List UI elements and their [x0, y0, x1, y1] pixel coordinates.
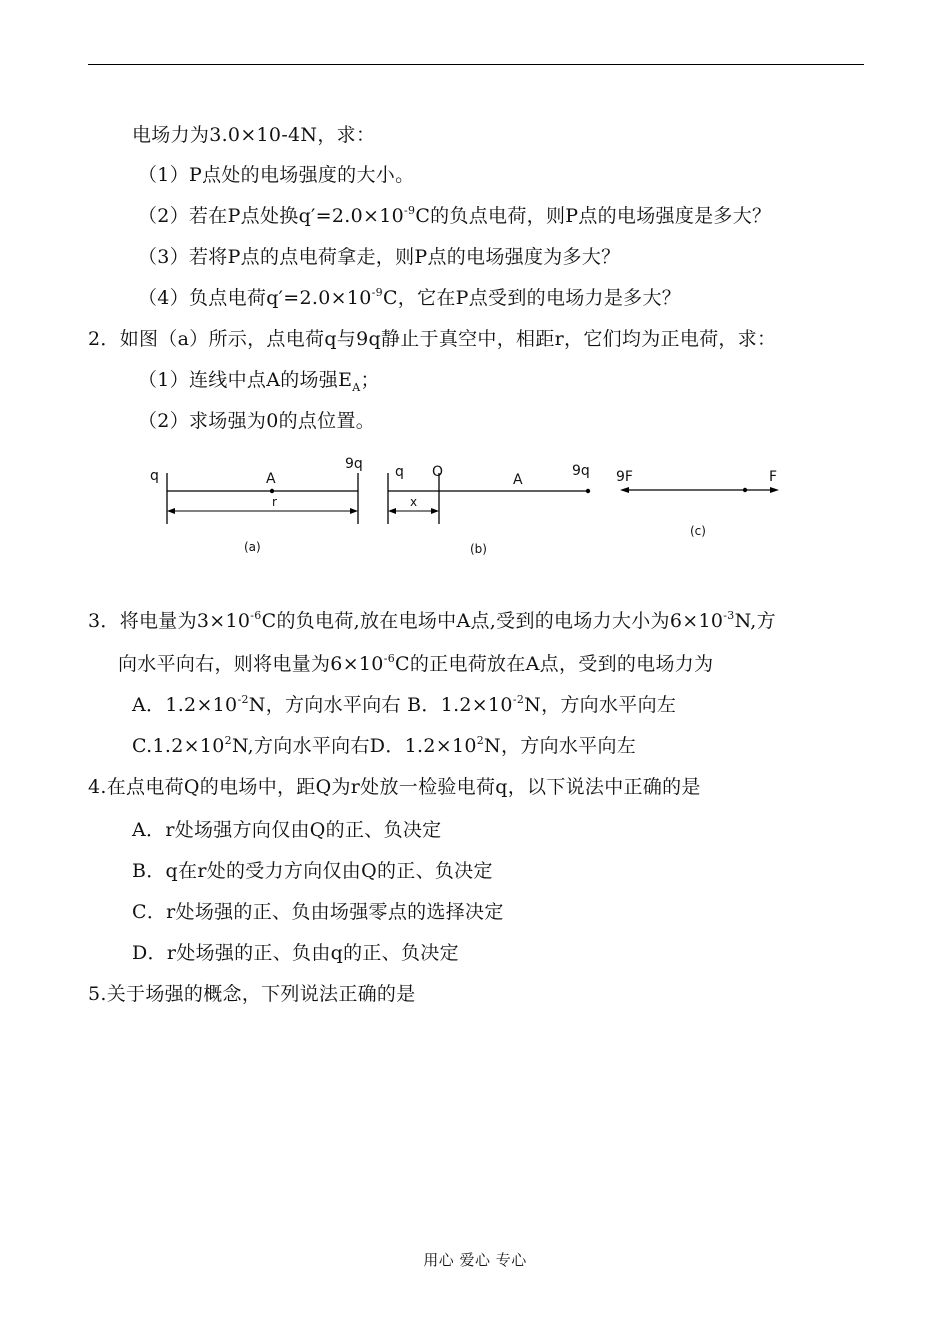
figure-b: [388, 463, 590, 556]
q1-sub2: （2）若在P点处换$q'=2.0\times 10^{-9}C$的负点电荷，则P点的电场强度是多大？: [138, 203, 772, 227]
figure-b-caption: (b): [470, 542, 487, 556]
q4-option-b: B．q在r处的受力方向仅由Q的正、负决定: [132, 860, 493, 882]
figure-a-arrowhead-right: [350, 508, 358, 514]
header-rule: [88, 64, 864, 65]
q2-figure: [140, 448, 800, 568]
q1-sub4-exponent: -9: [371, 285, 383, 299]
figure-b-arrowhead-right: [431, 508, 439, 514]
figure-a-arrowhead-left: [167, 508, 175, 514]
figure-a-caption: (a): [244, 540, 261, 554]
figure-b-point-label: A: [513, 472, 523, 488]
page-footer: 用心 爱心 专心: [423, 1251, 527, 1269]
figure-c-left-force: 9F: [616, 469, 633, 485]
figure-c-arrowhead-right: [770, 487, 779, 493]
figure-a-point-label: A: [266, 471, 276, 487]
q4-stem: 4.在点电荷Q的电场中，距Q为r处放一检验电荷q，以下说法中正确的是: [88, 776, 701, 798]
q1-sub4: （4）负点电荷$q'=2.0\times 10^{-9}C$，它在P点受到的电场力是多大？: [138, 285, 682, 309]
figure-b-distance-label: x: [410, 495, 418, 509]
figure-c-dot: [743, 488, 747, 492]
q5-stem: 5.关于场强的概念，下列说法正确的是: [88, 983, 416, 1005]
figure-b-right-charge: 9q: [572, 463, 590, 479]
figure-b-charge-dot: [586, 489, 590, 493]
figure-b-arrowhead-left: [388, 508, 396, 514]
q3-options-ab: A．$1.2\times 10^{-2}N$，方向水平向右 B．$1.2\times 10^{-2}N$，方向水平向左: [132, 692, 677, 716]
q4-option-a: A．r处场强方向仅由Q的正、负决定: [132, 819, 442, 841]
q1-sub2-exponent: -9: [403, 203, 416, 217]
q1-sub3: （3）若将P点的点电荷拿走，则P点的电场强度为多大？: [138, 246, 621, 268]
q2-sub2: （2）求场强为0的点位置。: [138, 410, 376, 432]
figure-a-point-a-dot: [270, 489, 274, 493]
q1-sub1: （1）P点处的电场强度的大小。: [138, 164, 415, 186]
q2-sub1: （1）连线中点A的场强$E_A$；: [138, 369, 380, 394]
figure-a-distance-label: r: [272, 495, 277, 509]
q2-stem: 2．如图（a）所示，点电荷q与9q静止于真空中，相距r，它们均为正电荷，求：: [88, 328, 777, 350]
q4-option-c: C．r处场强的正、负由场强零点的选择决定: [132, 901, 504, 923]
q3-options-cd: $C.1.2\times 10^2N$,方向水平向右D．$1.2\times 10^2N$，方向水平向左: [132, 733, 637, 757]
figure-c-right-force: F: [769, 469, 778, 485]
q4-option-d: D．r处场强的正、负由q的正、负决定: [132, 942, 459, 964]
figure-b-origin-label: O: [432, 464, 444, 480]
figure-b-left-charge: q: [395, 464, 404, 480]
q3-stem-line2: 向水平向右，则将电量为$6\times 10^{-6}C$的正电荷放在A点，受到的电场力为: [118, 651, 714, 675]
figure-c-arrowhead-left: [620, 487, 629, 493]
figure-a-left-charge: q: [150, 468, 159, 484]
q1-force-line: 电场力为3.0×10-4N，求：: [132, 124, 376, 146]
figure-a: [150, 456, 363, 554]
figure-c-caption: (c): [690, 524, 706, 538]
q2-sub1-subscript: A: [352, 380, 361, 394]
q3-stem-line1: 3．将电量为$3\times 10^{-6}C$的负电荷,放在电场中A点,受到的电场力大小为$6\times 10^{-3}N$,方: [88, 608, 776, 632]
figure-c: [616, 469, 779, 538]
figure-a-right-charge: 9q: [345, 456, 363, 472]
q2-figure-svg: [140, 448, 800, 568]
